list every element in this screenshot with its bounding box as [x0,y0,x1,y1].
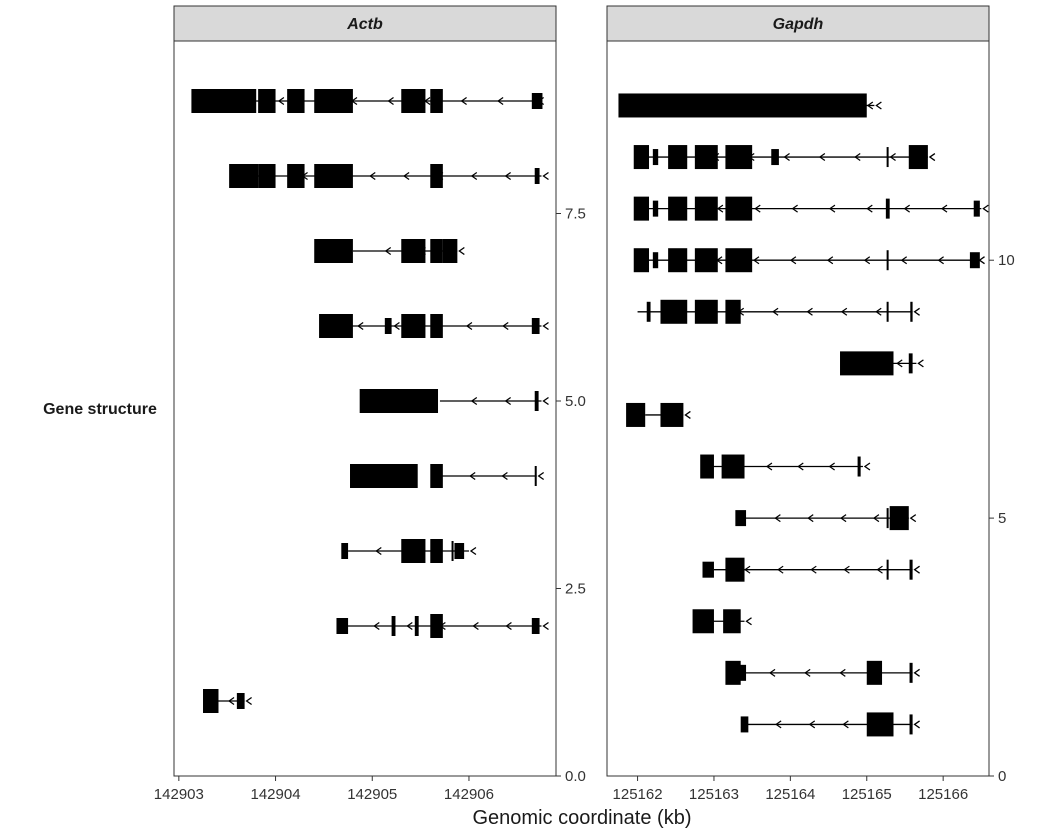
exon-box [653,252,658,268]
x-tick-label: 142904 [250,786,301,803]
exon-box [634,248,649,272]
exon-box [668,145,687,169]
exon-box [970,252,980,268]
exon-box [890,506,909,530]
exon-box [430,239,443,263]
left-axis-title: Gene structure [43,401,157,418]
exon-box [532,93,543,109]
exon-box [867,712,894,736]
exon-box [668,197,687,221]
exon-box [532,318,540,334]
exon-box [360,389,438,413]
exon-box [454,543,464,559]
exon-box [401,314,425,338]
panel-gapdh [607,6,1015,803]
y-tick-label: 2.5 [565,580,586,598]
exon-box [741,716,749,732]
exon-box [695,300,718,324]
exon-box [392,616,396,636]
exon-box [695,197,718,221]
gapdh-x-axis [613,776,969,803]
y-tick-label: 5.0 [565,393,586,410]
y-tick-label: 10 [998,252,1015,270]
exon-box [910,714,913,734]
exon-box [974,201,980,217]
exon-box [430,539,443,563]
x-tick-label: 142906 [443,786,494,803]
exon-box [287,164,304,188]
exon-box [258,89,275,113]
exon-box [887,508,889,528]
exon-box [771,149,779,165]
exon-box [319,314,353,338]
actb-y-axis [556,41,586,785]
actb-x-axis [154,776,494,803]
exon-box [703,562,714,578]
x-tick-label: 125163 [688,786,739,803]
exon-box [725,248,752,272]
exon-box [634,145,649,169]
exon-box [695,248,718,272]
exon-box [725,145,752,169]
exon-box [735,510,746,526]
exon-box [910,663,913,683]
exon-box [887,560,889,580]
exon-box [626,403,645,427]
exon-box [258,164,275,188]
exon-box [401,539,425,563]
gapdh-y-axis [989,41,1015,785]
gapdh-strip-label: Gapdh [772,16,824,33]
exon-box [287,89,304,113]
exon-box [430,464,443,488]
exon-box [203,689,218,713]
exon-box [693,609,714,633]
exon-box [725,197,752,221]
y-tick-label: 7.5 [565,205,586,223]
exon-box [737,665,746,681]
x-tick-label: 142903 [153,786,204,803]
exon-box [430,164,443,188]
exon-box [723,609,741,633]
x-tick-label: 125164 [765,786,816,803]
exon-box [415,616,419,636]
exon-box [660,403,683,427]
exon-box [887,250,889,270]
exon-box [430,89,443,113]
exon-box [401,239,425,263]
gapdh-transcript-1 [618,93,881,117]
x-axis-title: Genomic coordinate (kb) [472,807,692,829]
exon-box [725,558,744,582]
exon-box [886,199,890,219]
exon-box [910,302,912,322]
exon-box [443,239,458,263]
exon-box [336,618,348,634]
exon-box [452,541,454,561]
exon-box [722,455,745,479]
x-tick-label: 125165 [841,786,892,803]
exon-box [653,201,658,217]
exon-box [535,168,540,184]
exon-box [535,466,537,486]
exon-box [887,147,889,167]
exon-box [535,391,539,411]
y-tick-label: 0 [998,768,1007,785]
exon-box [840,351,893,375]
exon-box [867,661,882,685]
x-tick-label: 125166 [918,786,969,803]
exon-box [350,464,418,488]
y-tick-label: 0.0 [565,768,586,785]
exon-box [695,145,718,169]
x-tick-label: 125162 [612,786,663,803]
x-tick-label: 142905 [347,786,398,803]
gapdh-transcript-6 [840,351,923,375]
exon-box [909,353,913,373]
exon-box [314,164,353,188]
exon-box [430,614,443,638]
panel-actb [154,6,586,803]
exon-box [532,618,540,634]
exon-box [191,89,256,113]
exon-box [314,239,353,263]
exon-box [725,300,740,324]
exon-box [668,248,687,272]
exon-box [618,93,866,117]
exon-box [229,164,258,188]
exon-box [314,89,353,113]
exon-box [385,318,392,334]
y-tick-label: 5 [998,510,1007,528]
exon-box [858,457,861,477]
exon-box [634,197,649,221]
actb-strip-label: Actb [347,16,383,33]
exon-box [887,302,889,322]
exon-box [700,455,714,479]
exon-box [660,300,687,324]
exon-box [237,693,245,709]
exon-box [401,89,425,113]
exon-box [909,145,928,169]
exon-box [430,314,443,338]
exon-box [341,543,348,559]
exon-box [910,560,913,580]
exon-box [647,302,651,322]
exon-box [653,149,658,165]
